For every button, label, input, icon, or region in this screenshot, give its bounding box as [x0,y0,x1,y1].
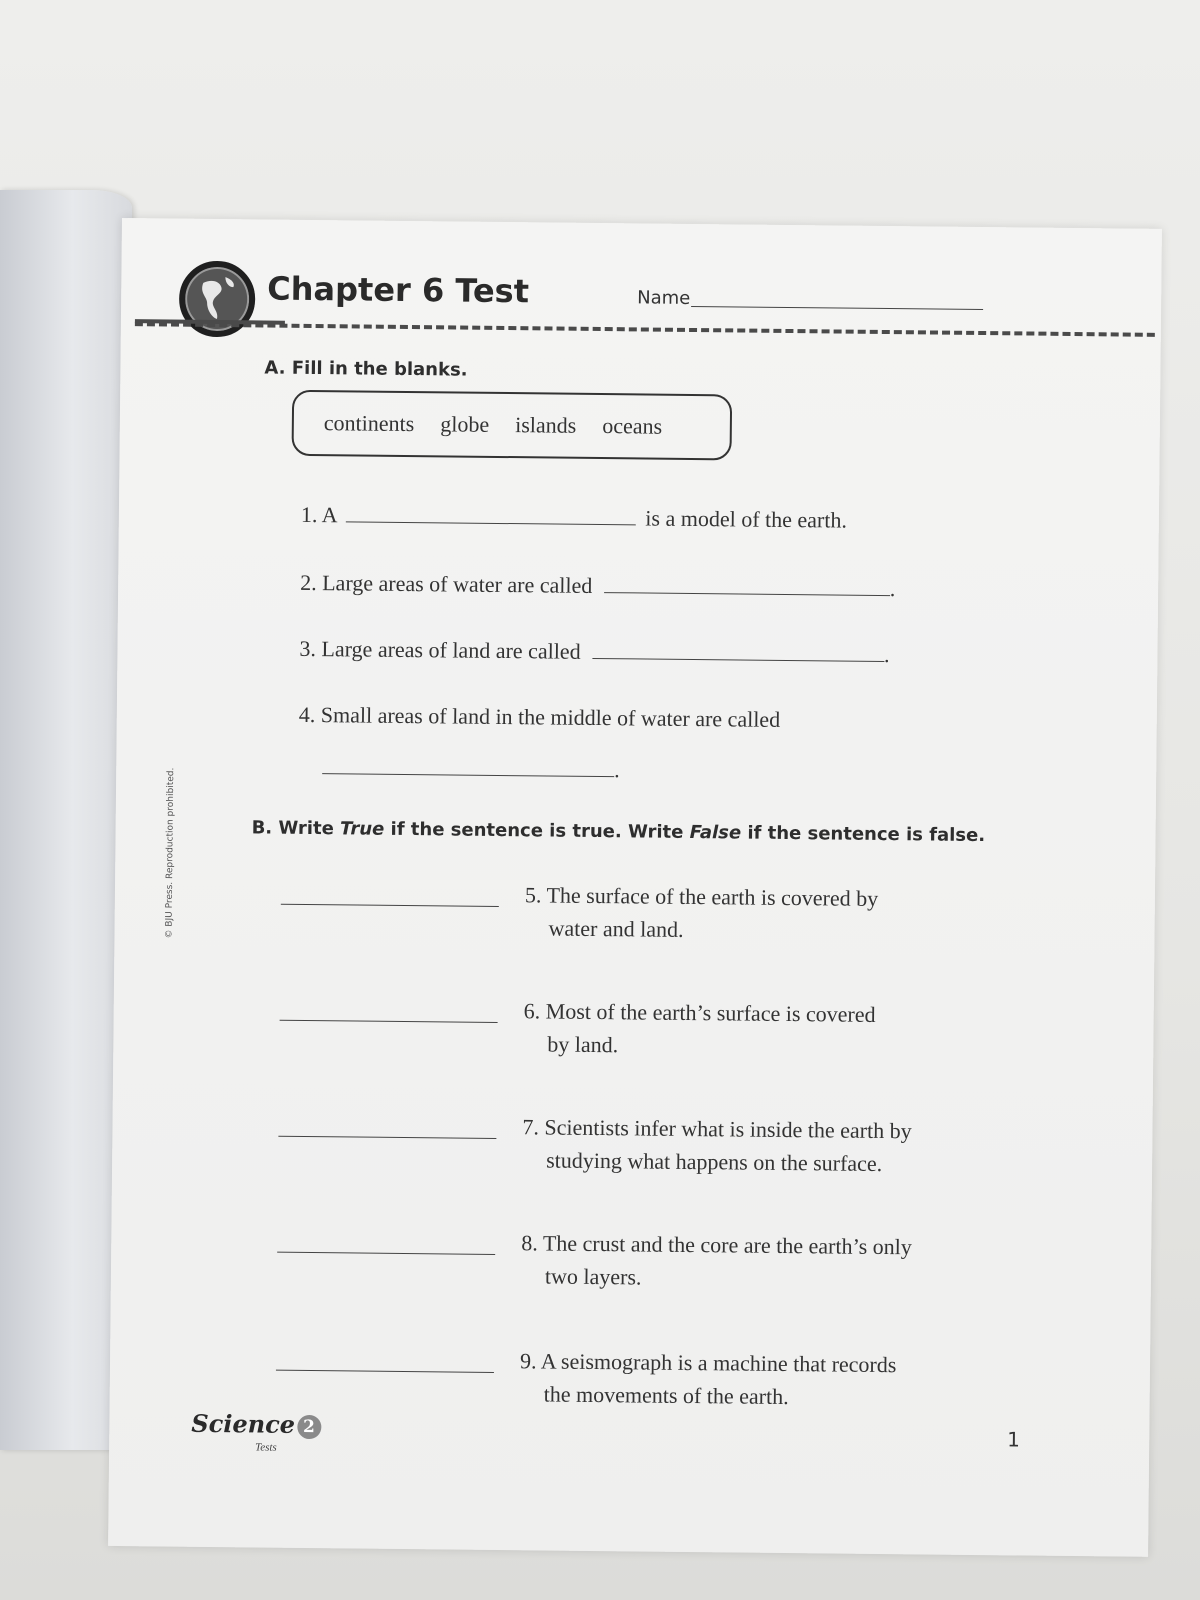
question-8 [521,1226,992,1297]
word-bank-item: islands [515,412,577,438]
section-b-heading-true: True [340,818,385,840]
section-b-heading-false: False [689,821,742,844]
question-text: 3. Large areas of land are called [299,635,581,664]
answer-blank[interactable] [281,904,499,907]
question-text: by land. [547,1031,619,1058]
page-title: Chapter 6 Test [267,269,530,311]
word-bank-item: continents [323,410,415,437]
copyright-notice: © BJU Press. Reproduction prohibited. [164,767,177,939]
name-field-line[interactable] [691,306,983,310]
question-3 [299,636,889,668]
answer-blank[interactable] [604,574,890,596]
question-text: 9. A seismograph is a machine that records [519,1348,897,1378]
logo-subtitle: Tests [255,1441,277,1454]
worksheet-page [108,218,1162,1557]
question-4-answer [322,754,620,783]
question-text: the movements of the earth. [543,1381,789,1410]
question-text: studying what happens on the surface. [546,1147,883,1177]
header-divider [135,322,1155,337]
section-b-heading-text: B. Write [251,817,341,840]
question-text: . [889,576,896,602]
section-b-heading-text: if the sentence is false. [741,822,986,847]
section-b-heading-text: if the sentence is true. Write [384,818,690,843]
logo-text: Science [191,1408,296,1439]
question-text: . [883,642,890,668]
section-b-heading [252,817,986,846]
word-bank-item: oceans [602,413,663,439]
section-a-heading: A. Fill in the blanks. [264,357,468,381]
name-label: Name [637,287,691,309]
question-9 [520,1344,991,1415]
answer-blank[interactable] [322,755,614,777]
question-text: 2. Large areas of water are called [300,569,593,598]
word-bank [292,390,733,461]
answer-blank[interactable] [592,640,884,662]
question-text: two layers. [544,1263,642,1290]
question-text: . [614,757,620,783]
question-text: 6. Most of the earth’s surface is covered [523,998,876,1027]
question-5 [524,878,995,949]
question-text: 8. The crust and the core are the earth’s only [521,1230,912,1260]
question-4 [299,702,781,733]
question-text: 4. Small areas of land in the middle of water are called [298,701,781,732]
question-text: 1. A [300,501,337,528]
answer-blank[interactable] [346,503,636,525]
word-bank-item: globe [440,411,490,437]
answer-blank[interactable] [277,1252,495,1255]
logo-number: 2 [297,1414,321,1438]
question-7 [522,1110,993,1181]
answer-blank[interactable] [280,1020,498,1023]
answer-blank[interactable] [278,1136,496,1139]
question-text: 7. Scientists infer what is inside the earth by [522,1114,912,1144]
question-text: is a model of the earth. [645,505,848,533]
question-text: water and land. [548,915,684,942]
question-2 [300,570,895,602]
question-text: 5. The surface of the earth is covered by [524,882,879,911]
answer-blank[interactable] [276,1370,494,1373]
question-6 [523,994,994,1065]
page-number: 1 [1007,1427,1021,1452]
series-logo [191,1409,321,1439]
question-1 [301,502,847,534]
